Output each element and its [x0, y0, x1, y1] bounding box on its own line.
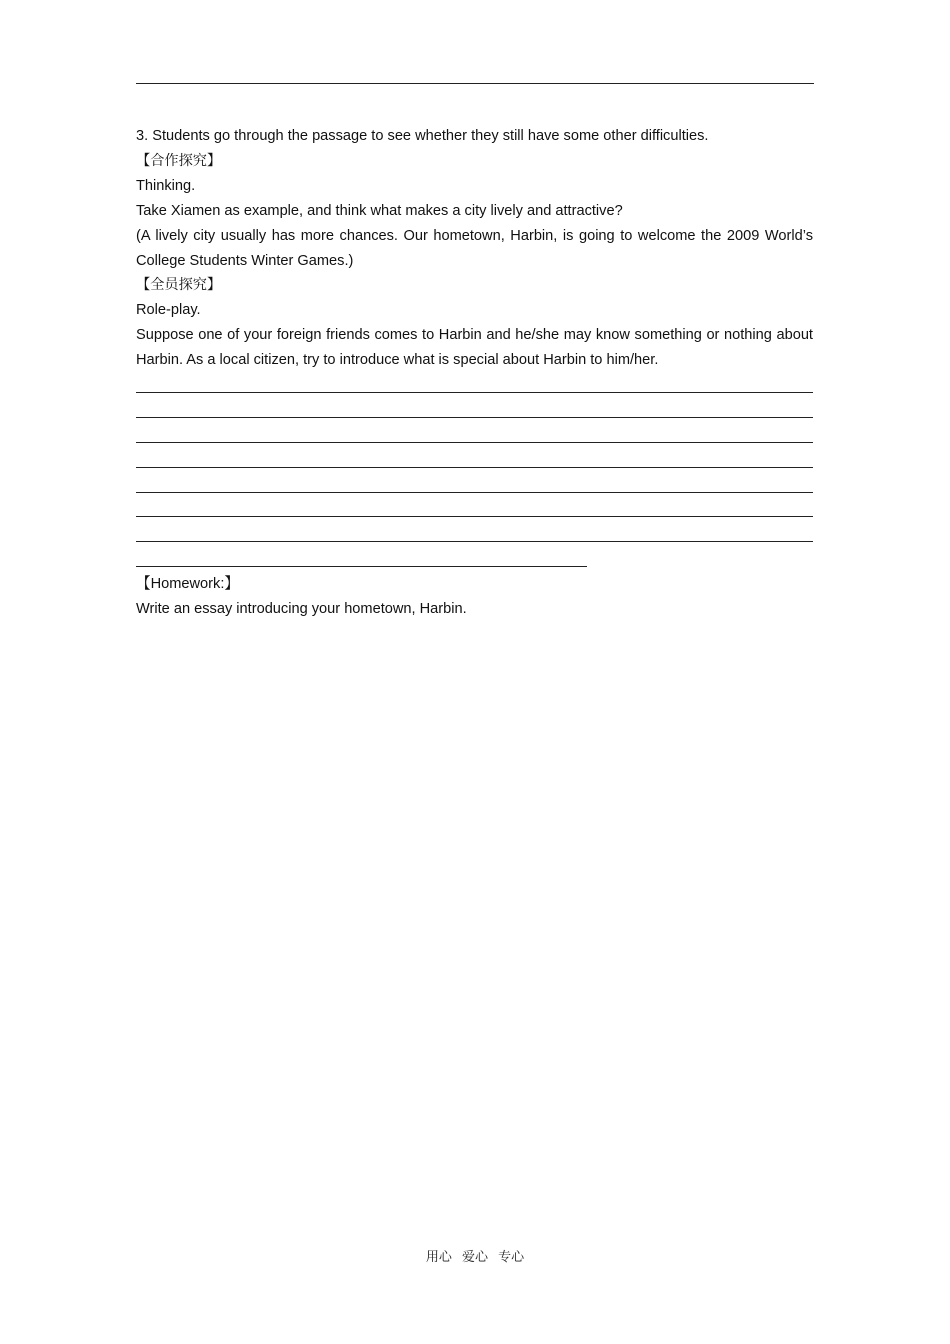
answer-line: [136, 448, 813, 473]
answer-line-last: [136, 547, 813, 572]
answer-writing-area: [136, 373, 813, 572]
answer-line: [136, 423, 813, 448]
step-3-text: 3. Students go through the passage to see whether they still have some other difficulties.: [136, 128, 709, 144]
roleplay-prompt: Suppose one of your foreign friends comes to Harbin and he/she may know something or nothing about Harbin. As a local citizen, try to introduce what is special about Harbin to him/her.: [136, 327, 813, 369]
thinking-label: Thinking.: [136, 177, 196, 194]
roleplay-label: Role-play.: [136, 302, 201, 319]
thinking-question: Take Xiamen as example, and think what makes a city lively and attractive?: [136, 202, 623, 219]
answer-line: [136, 498, 813, 523]
header-rule: [136, 83, 814, 84]
answer-line: [136, 473, 813, 498]
answer-line: [136, 398, 813, 423]
homework-heading: 【Homework:】: [136, 576, 239, 593]
homework-task: Write an essay introducing your hometown, Harbin.: [136, 601, 467, 618]
thinking-answer: (A lively city usually has more chances. Our hometown, Harbin, is going to welcome the 2009 World’s College Students Winter Games.): [136, 227, 813, 269]
section-heading-cooperative: 【合作探究】: [136, 152, 222, 169]
section-heading-all: 【全员探究】: [136, 277, 222, 294]
page-footer: 用心 爱心 专心: [425, 1250, 525, 1265]
answer-line: [136, 373, 813, 398]
answer-line: [136, 522, 813, 547]
document-body: [136, 124, 813, 622]
